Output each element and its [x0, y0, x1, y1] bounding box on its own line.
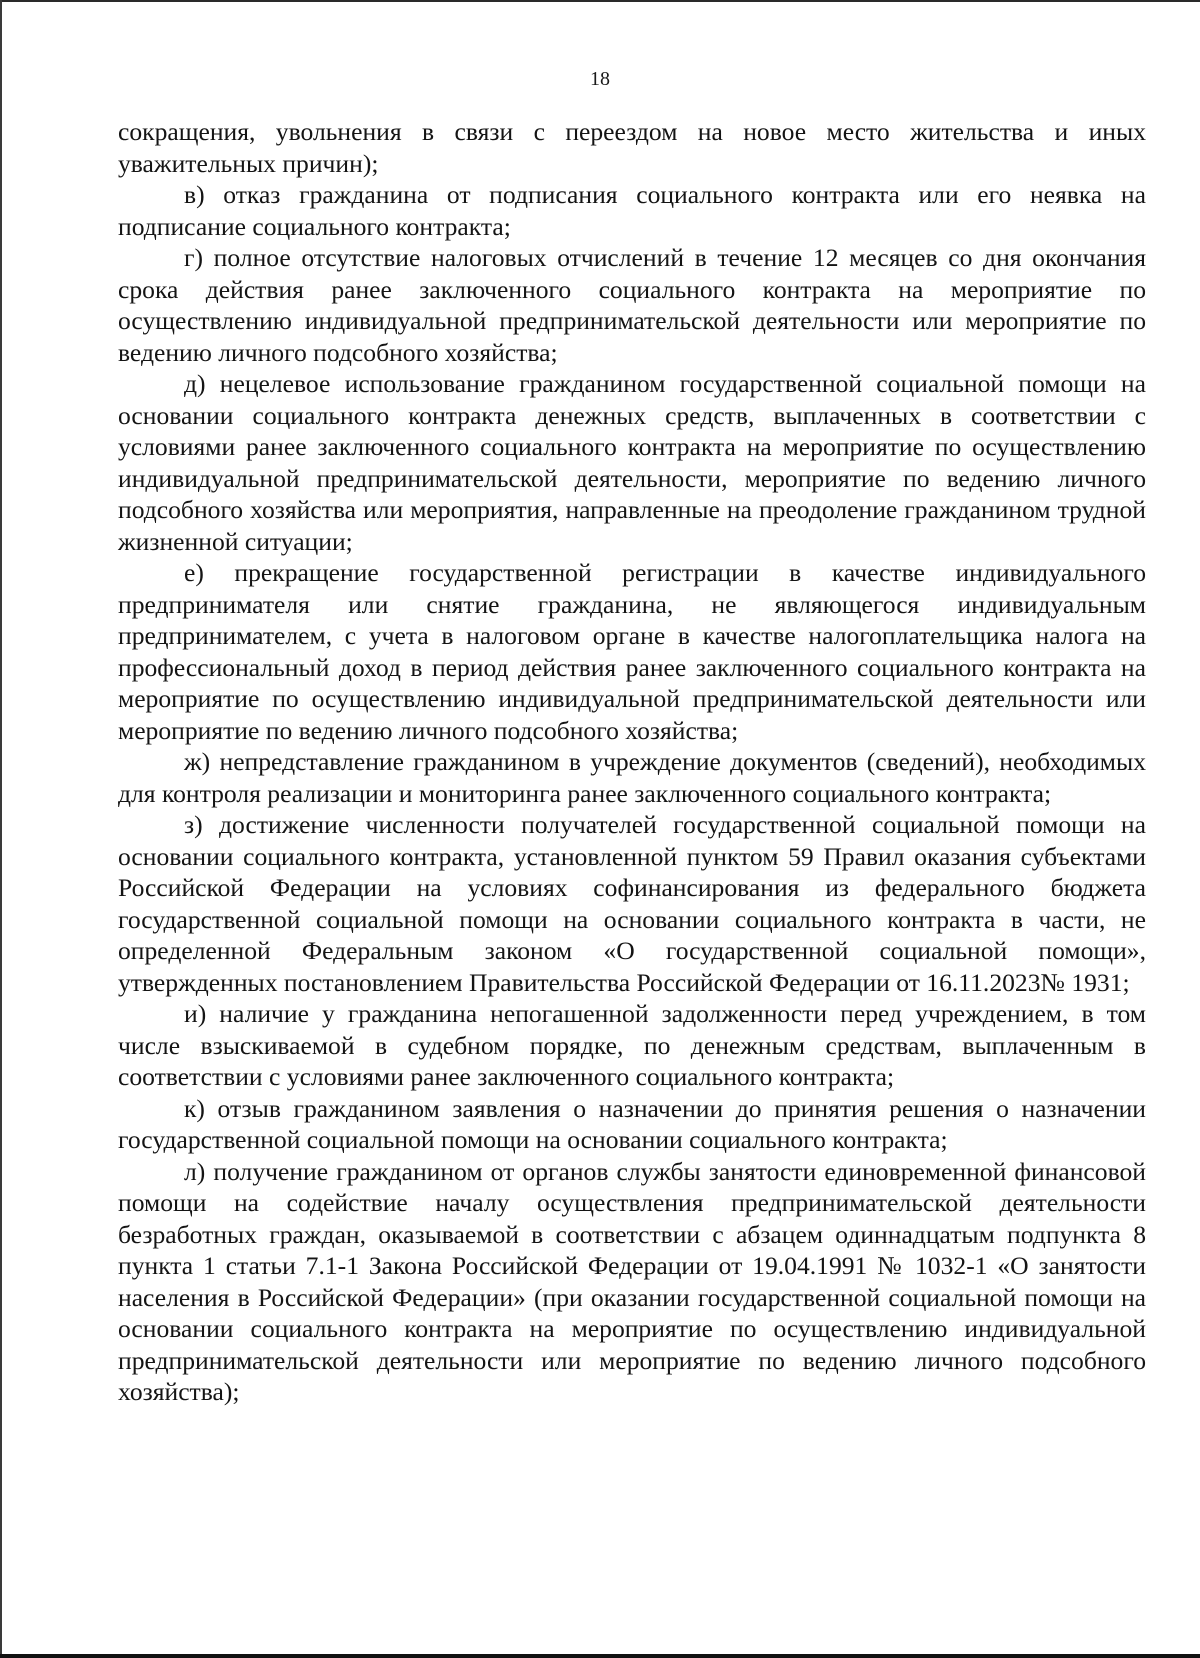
- list-item-z: з) достижение численности получателей государственной социальной помощи на основании социального контракта, установленной пунктом 59 Правил оказания субъектами Российской Федерации на условиях софинансирования из федерального бюджета государственной социальной помощи на основании социального контракта в части, не определенной Федеральным законом «О государственной социальной помощи», утвержденных постановлением Правительства Российской Федерации от 16.11.2023№ 1931;: [118, 810, 1146, 997]
- paragraph-continuation: сокращения, увольнения в связи с переездом на новое место жительства и иных уважительных причин);: [118, 117, 1146, 178]
- list-item-i: и) наличие у гражданина непогашенной задолженности перед учреждением, в том числе взыскиваемой в судебном порядке, по денежным средствам, выплаченным в соответствии с условиями ранее заключенного социального контракта;: [118, 999, 1146, 1091]
- scan-border-bottom: [0, 1654, 1200, 1658]
- list-item-g: г) полное отсутствие налоговых отчислений в течение 12 месяцев со дня окончания срока действия ранее заключенного социального контракта на мероприятие по осуществлению индивидуальной предпринимательской деятельности или мероприятие по ведению личного подсобного хозяйства;: [118, 243, 1146, 367]
- list-item-l: л) получение гражданином от органов службы занятости единовременной финансовой помощи на содействие началу осуществления предпринимательской деятельности безработных граждан, оказываемой в соответствии с абзацем одиннадцатым подпункта 8 пункта 1 статьи 7.1-1 Закона Российской Федерации от 19.04.1991 № 1032-1 «О занятости населения в Российской Федерации» (при оказании государственной социальной помощи на основании социального контракта на мероприятие по осуществлению индивидуальной предпринимательской деятельности или мероприятие по ведению личного подсобного хозяйства);: [118, 1156, 1146, 1406]
- document-body: [118, 116, 1146, 1408]
- page-number: 18: [590, 68, 610, 90]
- scan-border-left: [0, 0, 2, 1658]
- list-item-d: д) нецелевое использование гражданином государственной социальной помощи на основании социального контракта денежных средств, выплаченных в соответствии с условиями ранее заключенного социального контракта на мероприятие по осуществлению индивидуальной предпринимательской деятельности, мероприятие по ведению личного подсобного хозяйства или мероприятия, направленные на преодоление гражданином трудной жизненной ситуации;: [118, 369, 1146, 556]
- list-item-k: к) отзыв гражданином заявления о назначении до принятия решения о назначении государственной социальной помощи на основании социального контракта;: [118, 1093, 1146, 1154]
- list-item-v: в) отказ гражданина от подписания социального контракта или его неявка на подписание социального контракта;: [118, 180, 1146, 241]
- scan-border-top: [0, 0, 1200, 2]
- list-item-e: е) прекращение государственной регистрации в качестве индивидуального предпринимателя или снятие гражданина, не являющегося индивидуальным предпринимателем, с учета в налоговом органе в качестве налогоплательщика налога на профессиональный доход в период действия ранее заключенного социального контракта на мероприятие по осуществлению индивидуальной предпринимательской деятельности или мероприятие по ведению личного подсобного хозяйства;: [118, 558, 1146, 745]
- list-item-zh: ж) непредставление гражданином в учреждение документов (сведений), необходимых для контроля реализации и мониторинга ранее заключенного социального контракта;: [118, 747, 1146, 808]
